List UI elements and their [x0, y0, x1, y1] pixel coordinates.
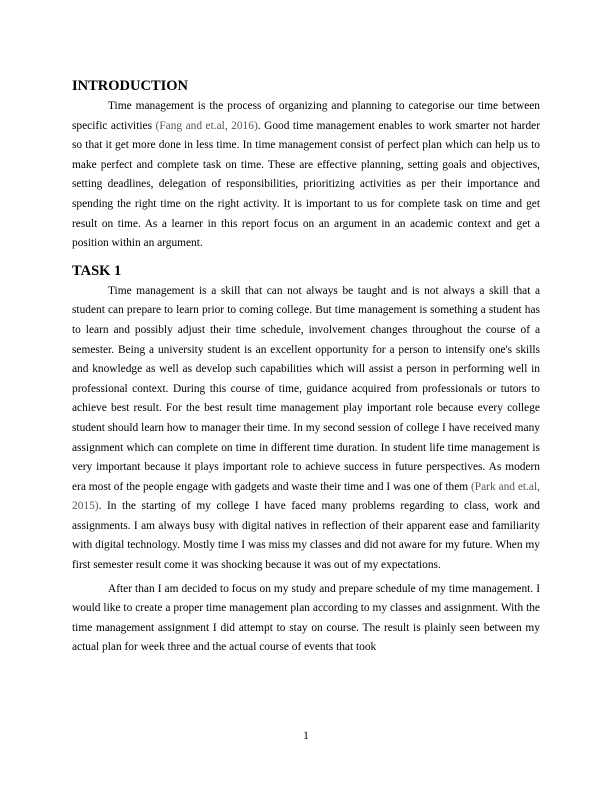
introduction-paragraph: [72, 97, 540, 254]
citation: (Park and et.al, 2015): [72, 480, 541, 513]
task-1-paragraph: [72, 282, 540, 576]
citation: (Fang and et.al, 2016): [155, 119, 258, 132]
section-heading-introduction: INTRODUCTION: [72, 78, 189, 94]
paragraph-text: Time management is a skill that can not always be taught and is not always a skill that a student can prepare to learn prior to coming college. But time management is something a student has to learn and possibly adjust their time schedule, involvement changes throughout the course of a semester. Being a university student is an excellent opportunity for a person to intensify one's skills and knowledge as well as develop such capabilities which will assist a person in performing well in professional context. During this course of time, guidance acquired from professionals or tutors to achieve best result. For the best result time management play important role because every college student should learn how to manager their time. In my second session of college I have received many assignment which can complete on time in different time duration. In student life time management is very important because it plays important role to achieve success in future perspectives. As modern era most of the people engage with gadgets and waste their time and I was one of them: [72, 284, 540, 493]
paragraph-text: . Good time management enables to work smarter not harder so that it get more done in less time. In time management consist of perfect plan which can help us to make perfect and complete task on time. These are effective planning, setting goals and objectives, setting deadlines, delegation of responsibilities, prioritizing activities as per their importance and spending the right time on the right activity. It is important to us for complete task on time and get result on time. As a learner in this report focus on an argument in an academic context and get a position within an argument.: [72, 119, 541, 250]
page-body: [72, 75, 540, 658]
section-heading-task-1: TASK 1: [72, 262, 122, 279]
paragraph-text: Time management is the process of organizing and planning to categorise our time between specific activities: [72, 100, 540, 132]
page-number: 1: [303, 730, 309, 742]
task-1-paragraph: After than I am decided to focus on my study and prepare schedule of my time management. I would like to create a proper time management plan according to my classes and assignment. With the time management assignment I did attempt to stay on course. The result is plainly seen between my actual plan for week three and the actual course of events that took: [72, 582, 540, 654]
paragraph-text: . In the starting of my college I have faced many problems regarding to class, work and assignments. I am always busy with digital natives in reflection of their apparent ease and familiarity with digital technology. Mostly time I was miss my classes and did not aware for my future. When my first semester result come it was shocking because it was out of my expectations.: [72, 500, 540, 572]
